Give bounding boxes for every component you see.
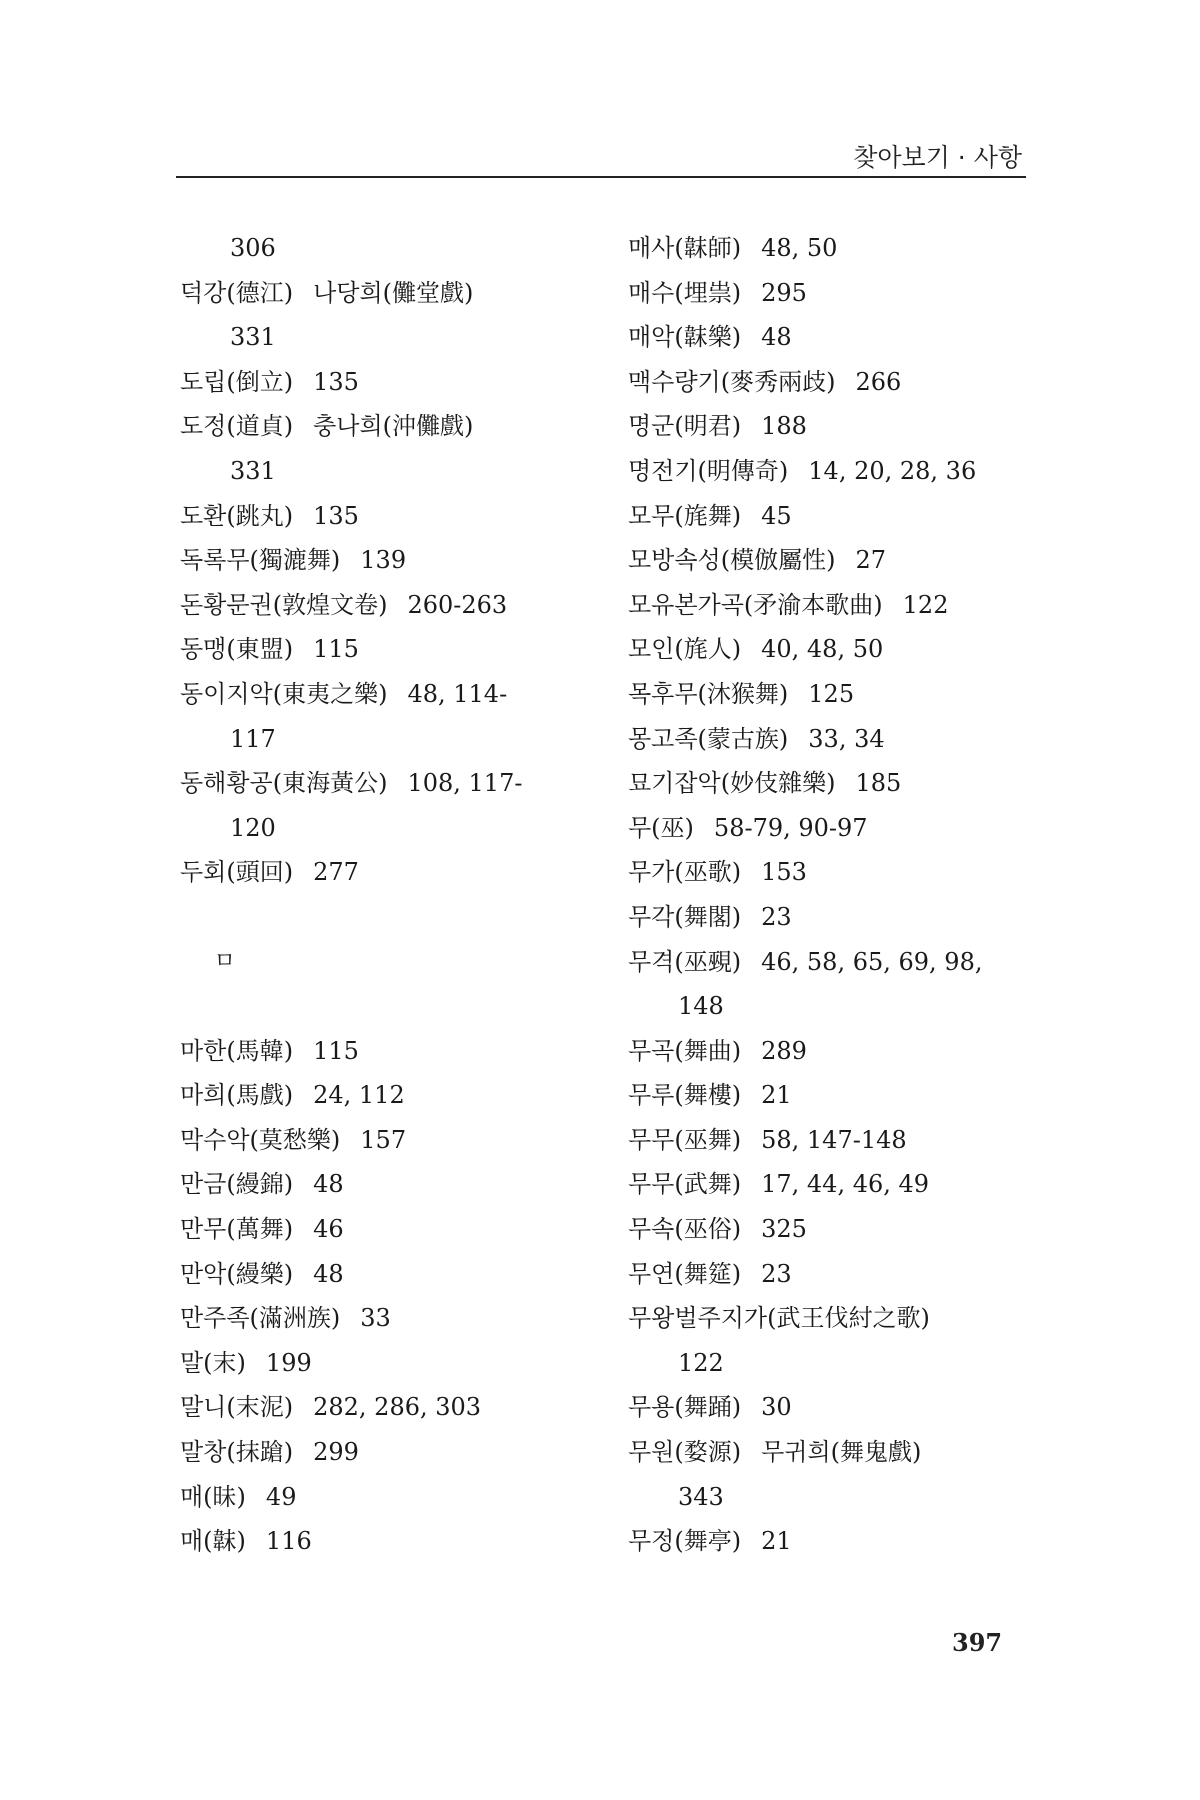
- index-entry: [628, 404, 1028, 449]
- index-pages: 115: [313, 635, 359, 664]
- index-entry: [628, 360, 1028, 405]
- index-entry: [628, 494, 1028, 539]
- index-pages: 23: [761, 1259, 792, 1288]
- index-entry: [180, 627, 580, 672]
- index-entry: [628, 1252, 1028, 1297]
- index-pages: 48, 50: [761, 234, 838, 262]
- header-title: 찾아보기 · 사항: [853, 143, 1022, 172]
- index-term: 막수악(莫愁樂): [180, 1125, 341, 1154]
- index-term: 무왕벌주지가(武王伐紂之歌): [628, 1304, 930, 1333]
- index-entry: [180, 850, 580, 895]
- index-pages: 27: [855, 546, 887, 575]
- index-entry: [180, 1385, 580, 1430]
- index-term: 말창(抹蹌): [180, 1438, 294, 1467]
- index-pages: 282, 286, 303: [313, 1393, 482, 1422]
- index-entry: [180, 1073, 580, 1118]
- index-continuation: 117: [230, 724, 276, 753]
- index-term: 무곡(舞曲): [628, 1036, 742, 1065]
- index-pages: 46, 58, 65, 69, 98,: [761, 947, 983, 976]
- index-entry: [628, 1118, 1028, 1163]
- index-entry: [180, 1252, 580, 1297]
- index-term: 덕강(德江): [180, 278, 294, 307]
- index-pages: 24, 112: [313, 1081, 405, 1110]
- index-pages: 40, 48, 50: [761, 635, 884, 664]
- index-entry: [628, 226, 1028, 271]
- index-continuation: 122: [678, 1348, 724, 1377]
- index-term: 무루(舞樓): [628, 1081, 742, 1110]
- index-pages: 277: [313, 858, 359, 887]
- index-term: 무용(舞踊): [628, 1393, 742, 1422]
- index-pages: 153: [761, 858, 807, 887]
- index-term: 도립(倒立): [180, 367, 294, 396]
- index-term: 모인(旄人): [628, 635, 742, 664]
- index-entry: [628, 1073, 1028, 1118]
- index-term: 모무(旄舞): [628, 501, 742, 530]
- index-term: 무가(巫歌): [628, 858, 742, 887]
- index-term: 무(巫): [628, 813, 694, 842]
- index-entry: [628, 538, 1028, 583]
- index-pages: 나당희(儺堂戲): [313, 278, 474, 307]
- index-entry: [180, 1029, 580, 1074]
- index-term: 만금(縵錦): [180, 1170, 294, 1199]
- index-entry: [628, 806, 1028, 851]
- index-term: 매(韎): [180, 1527, 246, 1556]
- index-entry: [628, 1385, 1028, 1430]
- index-term: 말니(末泥): [180, 1393, 294, 1422]
- blank-line: [180, 984, 580, 1029]
- index-term: 명전기(明傳奇): [628, 456, 789, 485]
- index-term: 무격(巫覡): [628, 947, 742, 976]
- index-term: 동맹(東盟): [180, 635, 294, 664]
- running-header: [176, 122, 1026, 178]
- index-entry: [628, 1162, 1028, 1207]
- index-term: 만주족(滿洲族): [180, 1304, 341, 1333]
- index-term: 무정(舞亭): [628, 1527, 742, 1556]
- index-entry: [628, 1430, 1028, 1475]
- index-pages: 260-263: [407, 590, 508, 619]
- index-continuation: 306: [230, 234, 276, 262]
- index-entry: [180, 1519, 580, 1564]
- index-pages: 14, 20, 28, 36: [808, 456, 977, 485]
- index-pages: 30: [761, 1393, 792, 1422]
- index-entry: [628, 271, 1028, 316]
- index-entry: [180, 761, 580, 806]
- index-entry: [180, 1296, 580, 1341]
- index-pages: 무귀희(舞鬼戲): [761, 1438, 922, 1467]
- index-term: 말(末): [180, 1348, 246, 1377]
- index-term: 묘기잡악(妙伎雜樂): [628, 769, 836, 798]
- index-term: 동해황공(東海黃公): [180, 769, 388, 798]
- index-continuation: 120: [230, 813, 276, 842]
- index-pages: 115: [313, 1036, 359, 1065]
- index-pages: 116: [265, 1527, 312, 1556]
- index-entry: [180, 1475, 580, 1520]
- index-pages: 충나희(沖儺戲): [313, 412, 474, 441]
- index-pages: 33: [360, 1304, 391, 1333]
- index-term: 독록무(獨漉舞): [180, 546, 341, 575]
- index-pages: 48, 114-: [407, 679, 508, 708]
- index-term: 도정(道貞): [180, 412, 294, 441]
- index-term: 동이지악(東夷之樂): [180, 679, 388, 708]
- index-pages: 325: [761, 1215, 807, 1244]
- index-pages: 58-79, 90-97: [713, 813, 868, 842]
- index-entry: [628, 1029, 1028, 1074]
- index-pages: 299: [313, 1438, 359, 1467]
- index-entry: [180, 1118, 580, 1163]
- index-pages: 157: [360, 1125, 407, 1154]
- index-term: 무속(巫俗): [628, 1215, 742, 1244]
- index-continuation: 343: [678, 1482, 724, 1511]
- index-entry: [628, 761, 1028, 806]
- index-entry: [628, 1519, 1028, 1564]
- index-entry: [628, 850, 1028, 895]
- index-entry: [628, 940, 1028, 985]
- index-pages: 135: [313, 501, 359, 530]
- section-letter-heading: ㅁ: [214, 948, 236, 974]
- index-pages: 188: [761, 412, 807, 441]
- index-entry: [628, 583, 1028, 628]
- index-term: 목후무(沐猴舞): [628, 679, 789, 708]
- index-term: 두회(頭回): [180, 858, 294, 887]
- index-pages: 58, 147-148: [761, 1125, 907, 1154]
- index-column-right: [628, 226, 1028, 1564]
- index-pages: 21: [761, 1527, 792, 1556]
- index-pages: 48: [313, 1259, 344, 1288]
- index-pages: 125: [808, 679, 855, 708]
- index-entry: [628, 315, 1028, 360]
- index-pages: 46: [313, 1215, 344, 1244]
- index-term: 마희(馬戲): [180, 1081, 294, 1110]
- index-term: 명군(明君): [628, 412, 742, 441]
- index-pages: 33, 34: [808, 724, 885, 753]
- index-term: 매사(韎師): [628, 234, 742, 262]
- index-entry: [180, 1207, 580, 1252]
- index-pages: 122: [902, 590, 949, 619]
- index-continuation: 331: [230, 323, 276, 352]
- index-pages: 295: [761, 278, 807, 307]
- index-entry: [628, 449, 1028, 494]
- index-term: 무무(巫舞): [628, 1125, 742, 1154]
- index-term: 모방속성(模倣屬性): [628, 546, 836, 575]
- index-term: 맥수량기(麥秀兩歧): [628, 367, 836, 396]
- index-pages: 45: [761, 501, 792, 530]
- index-term: 도환(跳丸): [180, 501, 294, 530]
- index-pages: 139: [360, 546, 407, 575]
- index-pages: 17, 44, 46, 49: [761, 1170, 930, 1199]
- index-pages: 108, 117-: [407, 769, 523, 798]
- index-pages: 185: [855, 769, 902, 798]
- index-pages: 48: [313, 1170, 344, 1199]
- index-pages: 21: [761, 1081, 792, 1110]
- index-column-left: [180, 226, 580, 1564]
- index-entry: [180, 538, 580, 583]
- index-term: 마한(馬韓): [180, 1036, 294, 1065]
- index-pages: 48: [761, 323, 792, 352]
- index-pages: 135: [313, 367, 359, 396]
- index-term: 무각(舞閣): [628, 902, 742, 931]
- index-term: 모유본가곡(矛渝本歌曲): [628, 590, 883, 619]
- blank-line: [180, 895, 580, 940]
- index-entry: [628, 672, 1028, 717]
- index-term: 무연(舞筵): [628, 1259, 742, 1288]
- index-entry: [628, 895, 1028, 940]
- index-term: 만악(縵樂): [180, 1259, 294, 1288]
- index-pages: 49: [265, 1482, 297, 1511]
- index-entry: [180, 583, 580, 628]
- index-entry: [180, 1430, 580, 1475]
- index-entry: [628, 1296, 1028, 1341]
- page-number: 397: [952, 1628, 1003, 1657]
- index-entry: [628, 1207, 1028, 1252]
- index-continuation: 331: [230, 456, 276, 485]
- index-entry: [180, 271, 580, 316]
- index-term: 돈황문권(敦煌文卷): [180, 590, 388, 619]
- index-term: 무원(婺源): [628, 1438, 742, 1467]
- index-term: 만무(萬舞): [180, 1215, 294, 1244]
- index-pages: 289: [761, 1036, 807, 1065]
- index-entry: [180, 1341, 580, 1386]
- index-term: 매(昧): [180, 1482, 246, 1511]
- index-pages: 199: [265, 1348, 312, 1377]
- index-term: 매수(埋祟): [628, 278, 742, 307]
- index-entry: [180, 672, 580, 717]
- index-entry: [180, 404, 580, 449]
- index-term: 몽고족(蒙古族): [628, 724, 789, 753]
- index-term: 무무(武舞): [628, 1170, 742, 1199]
- index-term: 매악(韎樂): [628, 323, 742, 352]
- index-entry: [628, 627, 1028, 672]
- index-pages: 266: [855, 367, 902, 396]
- index-entry: [628, 717, 1028, 762]
- index-continuation: 148: [678, 992, 724, 1021]
- index-entry: [180, 360, 580, 405]
- index-pages: 23: [761, 902, 792, 931]
- index-entry: [180, 494, 580, 539]
- index-entry: [180, 1162, 580, 1207]
